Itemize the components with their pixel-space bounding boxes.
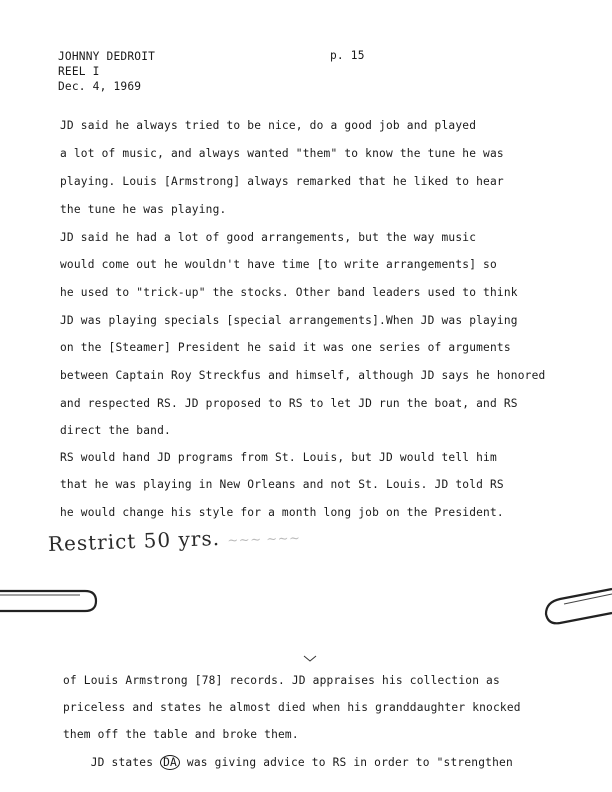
reel-label: REEL I — [58, 65, 100, 78]
body-line: priceless and states he almost died when his granddaughter knocked — [63, 701, 521, 714]
body-line: between Captain Roy Streckfus and himself, although JD says he honored — [60, 369, 546, 382]
page-number: p. 15 — [330, 49, 365, 62]
body-line: direct the band. — [60, 424, 171, 437]
body-line: that he was playing in New Orleans and not St. Louis. JD told RS — [60, 478, 504, 491]
body-line: JD said he had a lot of good arrangements, but the way music — [60, 231, 477, 244]
body-line: and respected RS. JD proposed to RS to let JD run the boat, and RS — [60, 397, 518, 410]
tick-mark-icon — [303, 655, 317, 663]
last-line-end: was giving advice to RS in order to "strengthen — [179, 756, 513, 769]
body-line: them off the table and broke them. — [63, 728, 299, 741]
body-line: RS would hand JD programs from St. Louis, but JD would tell him — [60, 451, 497, 464]
body-line: would come out he wouldn't have time [to write arrangements] so — [60, 258, 497, 271]
body-line: playing. Louis [Armstrong] always remarked that he liked to hear — [60, 175, 504, 188]
faint-scribble: ~~~ ~~~ — [227, 531, 301, 549]
last-line-start: JD states — [63, 756, 161, 769]
paper-clip-left-icon — [0, 586, 100, 616]
circled-initials: DA — [160, 755, 180, 770]
body-line — [63, 755, 513, 770]
body-line: he would change his style for a month long job on the President. — [60, 506, 504, 519]
handwritten-restriction-note — [48, 523, 301, 556]
body-line: a lot of music, and always wanted "them" to know the tune he was — [60, 147, 504, 160]
paper-clip-right-icon — [542, 585, 612, 635]
interviewee-name: JOHNNY DEDROIT — [58, 50, 156, 63]
body-line: of Louis Armstrong [78] records. JD appraises his collection as — [63, 674, 500, 687]
body-line: on the [Steamer] President he said it was one series of arguments — [60, 341, 511, 354]
body-line: the tune he was playing. — [60, 203, 227, 216]
interview-date: Dec. 4, 1969 — [58, 80, 142, 93]
handwritten-note-text: Restrict 50 yrs. — [47, 526, 221, 556]
body-line: JD was playing specials [special arrangements].When JD was playing — [60, 314, 518, 327]
body-line: JD said he always tried to be nice, do a good job and played — [60, 119, 477, 132]
body-line: he used to "trick-up" the stocks. Other band leaders used to think — [60, 286, 518, 299]
